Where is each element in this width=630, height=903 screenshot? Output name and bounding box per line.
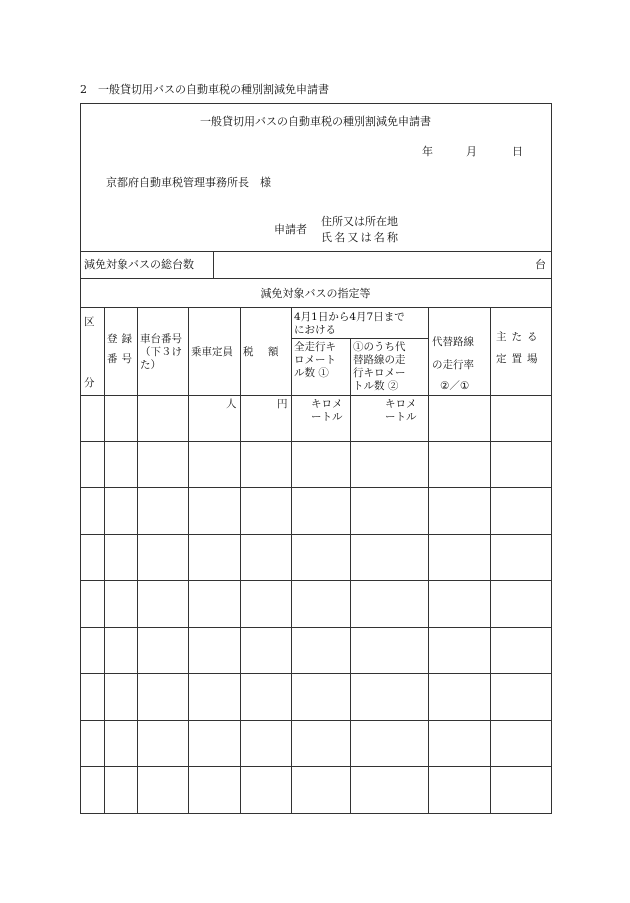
col-header-rate-line2: の走行率 xyxy=(432,359,474,371)
col-divider-2 xyxy=(137,307,138,813)
col-header-chassis-line1: 車台番号 xyxy=(140,333,182,345)
col-divider-5 xyxy=(291,307,292,813)
col-header-rate-line1: 代替路線 xyxy=(432,336,474,348)
row-line-2 xyxy=(80,487,551,488)
row-line-8 xyxy=(80,766,551,767)
col-header-registration-line2: 番号 xyxy=(107,353,136,365)
unit-km-total-line1: キロメ xyxy=(311,398,343,410)
name-label: 氏名又は名称 xyxy=(321,231,401,244)
total-buses-unit: 台 xyxy=(535,258,546,271)
row-line-7 xyxy=(80,720,551,721)
date-day-label: 日 xyxy=(512,145,523,158)
total-buses-label: 減免対象バスの総台数 xyxy=(84,258,194,271)
date-month-label: 月 xyxy=(466,145,477,158)
col-header-kubun-top: 区 xyxy=(84,316,95,328)
unit-km-total-line2: ートル xyxy=(311,411,343,423)
col-header-period-line2: における xyxy=(294,324,336,336)
applicant-label: 申請者 xyxy=(274,223,307,236)
col-divider-1 xyxy=(104,307,105,813)
section-title-bottom-border xyxy=(80,307,551,308)
header-section-bottom-border xyxy=(80,251,551,252)
col-header-total-km-line3: ル数 ① xyxy=(294,367,329,379)
col-divider-6 xyxy=(350,338,351,813)
form-left-border xyxy=(80,103,81,814)
unit-yen: 円 xyxy=(277,398,288,410)
section-title: 減免対象バスの指定等 xyxy=(260,287,371,300)
document-heading: 2 一般貸切用バスの自動車税の種別割減免申請書 xyxy=(80,83,329,96)
col-header-rate-line3: ②／① xyxy=(440,380,470,392)
col-header-place-line2: 定置場 xyxy=(496,353,543,365)
col-header-total-km-line2: ロメート xyxy=(294,354,336,366)
col-divider-4 xyxy=(240,307,241,813)
col-header-sub-km-line2: 替路線の走 xyxy=(353,354,406,366)
unit-person: 人 xyxy=(226,398,237,410)
row-line-6 xyxy=(80,673,551,674)
col-header-place-line1: 主たる xyxy=(496,331,543,343)
row-line-1 xyxy=(80,441,551,442)
date-year-label: 年 xyxy=(422,145,433,158)
form-bottom-border xyxy=(80,813,552,814)
col-header-total-km-line1: 全走行キ xyxy=(294,341,336,353)
col-divider-3 xyxy=(188,307,189,813)
row-line-4 xyxy=(80,580,551,581)
row-line-3 xyxy=(80,534,551,535)
col-header-kubun-bottom: 分 xyxy=(84,377,95,389)
col-header-period-line1: 4月1日から4月7日まで xyxy=(294,311,405,323)
col-header-tax: 税 額 xyxy=(243,346,281,358)
row-line-5 xyxy=(80,627,551,628)
total-row-divider xyxy=(213,251,214,279)
col-header-sub-km-line1: ①のうち代 xyxy=(353,341,406,353)
col-divider-7 xyxy=(428,307,429,813)
unit-km-sub-line1: キロメ xyxy=(385,398,417,410)
form-title: 一般貸切用バスの自動車税の種別割減免申請書 xyxy=(200,115,431,128)
column-header-bottom-border xyxy=(80,395,551,396)
address-label: 住所又は所在地 xyxy=(321,215,398,228)
form-top-border xyxy=(80,103,551,104)
col-header-chassis-line2: （下３け xyxy=(140,346,182,358)
col-header-registration-line1: 登録 xyxy=(107,333,136,345)
col-header-chassis-line3: た） xyxy=(140,359,161,371)
col-header-sub-km-line4: トル数 ② xyxy=(353,380,399,392)
period-subheader-line xyxy=(291,338,428,339)
addressee: 京都府自動車税管理事務所長 様 xyxy=(106,176,271,189)
col-divider-8 xyxy=(490,307,491,813)
col-header-registration xyxy=(107,333,135,346)
col-header-capacity: 乗車定員 xyxy=(191,346,233,358)
total-row-bottom-border xyxy=(80,278,551,279)
unit-km-sub-line2: ートル xyxy=(385,411,417,423)
form-right-border xyxy=(551,103,552,814)
col-header-sub-km-line3: 行キロメー xyxy=(353,367,406,379)
